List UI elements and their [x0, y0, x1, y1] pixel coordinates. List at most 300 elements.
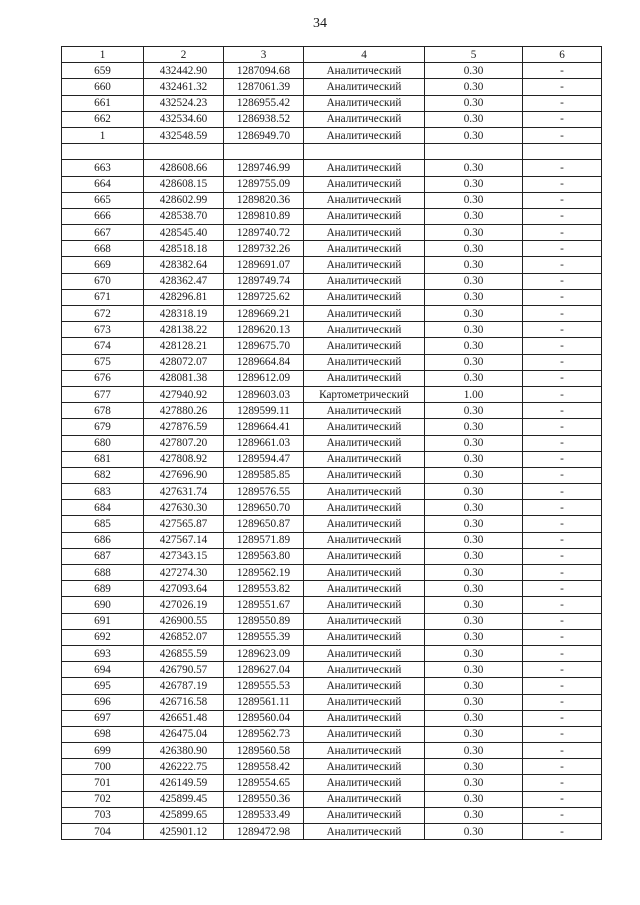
table-row — [62, 225, 602, 241]
table-cell: 428608.66 — [144, 160, 224, 176]
table-cell: 0.30 — [425, 824, 523, 840]
table-cell: - — [523, 532, 602, 548]
table-cell: 427940.92 — [144, 386, 224, 402]
table-cell: Картометрический — [304, 386, 425, 402]
table-cell: 0.30 — [425, 419, 523, 435]
table-row — [62, 645, 602, 661]
table-cell: Аналитический — [304, 516, 425, 532]
table-cell: - — [523, 289, 602, 305]
table-cell: 427631.74 — [144, 484, 224, 500]
table-cell: 426149.59 — [144, 775, 224, 791]
table-header — [62, 47, 602, 63]
table-row — [62, 743, 602, 759]
table-cell: - — [523, 516, 602, 532]
table-cell: 432442.90 — [144, 63, 224, 79]
table-body — [62, 63, 602, 840]
table-row — [62, 419, 602, 435]
table-cell: 426787.19 — [144, 678, 224, 694]
table-row — [62, 403, 602, 419]
table-cell: 0.30 — [425, 95, 523, 111]
table-cell: 1289563.80 — [224, 548, 304, 564]
table-cell: 1286938.52 — [224, 111, 304, 127]
table-cell: 668 — [62, 241, 144, 257]
table-cell: 659 — [62, 63, 144, 79]
table-row — [62, 354, 602, 370]
table-cell: 690 — [62, 597, 144, 613]
table-cell — [304, 144, 425, 160]
table-row — [62, 451, 602, 467]
table-cell: Аналитический — [304, 160, 425, 176]
table-cell: 1289571.89 — [224, 532, 304, 548]
table-cell: - — [523, 500, 602, 516]
table-cell: 698 — [62, 726, 144, 742]
table-row — [62, 273, 602, 289]
table-cell: 427808.92 — [144, 451, 224, 467]
table-cell: Аналитический — [304, 176, 425, 192]
table-cell: 0.30 — [425, 791, 523, 807]
table-cell: 672 — [62, 306, 144, 322]
table-cell: 0.30 — [425, 403, 523, 419]
table-cell: 678 — [62, 403, 144, 419]
table-row — [62, 613, 602, 629]
table-cell: 0.30 — [425, 63, 523, 79]
table-cell: 1289603.03 — [224, 386, 304, 402]
table-cell: 426380.90 — [144, 743, 224, 759]
table-cell: 0.30 — [425, 338, 523, 354]
table-cell: 0.30 — [425, 79, 523, 95]
table-row — [62, 63, 602, 79]
table-cell: 1287094.68 — [224, 63, 304, 79]
table-cell: 1289550.36 — [224, 791, 304, 807]
table-cell: 664 — [62, 176, 144, 192]
table-cell: 701 — [62, 775, 144, 791]
table-cell: 1286955.42 — [224, 95, 304, 111]
table-cell: Аналитический — [304, 289, 425, 305]
table-cell: 0.30 — [425, 306, 523, 322]
table-row — [62, 160, 602, 176]
table-cell: 428602.99 — [144, 192, 224, 208]
table-cell: 1289740.72 — [224, 225, 304, 241]
table-cell: 667 — [62, 225, 144, 241]
table-cell: - — [523, 127, 602, 143]
table-row — [62, 322, 602, 338]
table-cell: 0.30 — [425, 111, 523, 127]
table-cell: 427630.30 — [144, 500, 224, 516]
table-cell: 660 — [62, 79, 144, 95]
table-cell: 428128.21 — [144, 338, 224, 354]
table-row — [62, 516, 602, 532]
table-cell: 681 — [62, 451, 144, 467]
table-cell: 0.30 — [425, 354, 523, 370]
table-row — [62, 435, 602, 451]
table-cell: 692 — [62, 629, 144, 645]
table-cell: Аналитический — [304, 95, 425, 111]
table-cell: 428608.15 — [144, 176, 224, 192]
table-cell: 686 — [62, 532, 144, 548]
table-row — [62, 484, 602, 500]
table-cell: 0.30 — [425, 807, 523, 823]
table-cell: - — [523, 694, 602, 710]
table-cell: 0.30 — [425, 775, 523, 791]
table-cell: Аналитический — [304, 111, 425, 127]
table-cell: 427876.59 — [144, 419, 224, 435]
table-cell: 428072.07 — [144, 354, 224, 370]
table-cell: 428518.18 — [144, 241, 224, 257]
column-header: 5 — [425, 47, 523, 63]
table-row — [62, 127, 602, 143]
table-cell: 676 — [62, 370, 144, 386]
table-cell: 427093.64 — [144, 581, 224, 597]
table-cell: Аналитический — [304, 581, 425, 597]
table-cell: 1 — [62, 127, 144, 143]
table-cell: 1289560.58 — [224, 743, 304, 759]
table-cell: - — [523, 95, 602, 111]
table-cell: 662 — [62, 111, 144, 127]
table-cell: 661 — [62, 95, 144, 111]
table-cell: 1289555.53 — [224, 678, 304, 694]
table-cell: 665 — [62, 192, 144, 208]
table-cell — [144, 144, 224, 160]
table-cell: 0.30 — [425, 694, 523, 710]
table-cell: 427880.26 — [144, 403, 224, 419]
table-cell: 703 — [62, 807, 144, 823]
table-cell: 1289553.82 — [224, 581, 304, 597]
table-cell: 1289669.21 — [224, 306, 304, 322]
table-cell: 0.30 — [425, 467, 523, 483]
table-cell: 428538.70 — [144, 208, 224, 224]
table-cell: - — [523, 775, 602, 791]
table-cell: 680 — [62, 435, 144, 451]
table-cell: 669 — [62, 257, 144, 273]
table-cell: Аналитический — [304, 807, 425, 823]
table-cell: 666 — [62, 208, 144, 224]
table-cell: 688 — [62, 565, 144, 581]
table-cell: 1289732.26 — [224, 241, 304, 257]
table-row — [62, 241, 602, 257]
table-row — [62, 111, 602, 127]
table-cell: Аналитический — [304, 824, 425, 840]
table-cell: 0.30 — [425, 743, 523, 759]
table-cell: 426222.75 — [144, 759, 224, 775]
table-row — [62, 176, 602, 192]
table-cell: 1289558.42 — [224, 759, 304, 775]
table-cell: 0.30 — [425, 192, 523, 208]
table-cell: - — [523, 645, 602, 661]
table-cell: 425899.45 — [144, 791, 224, 807]
table-cell: - — [523, 678, 602, 694]
table-cell: 700 — [62, 759, 144, 775]
table-cell: 0.30 — [425, 225, 523, 241]
table-cell: - — [523, 257, 602, 273]
table-row — [62, 306, 602, 322]
table-cell: 1289562.73 — [224, 726, 304, 742]
table-cell: Аналитический — [304, 306, 425, 322]
table-cell — [523, 144, 602, 160]
table-cell: 1289585.85 — [224, 467, 304, 483]
table-cell: - — [523, 306, 602, 322]
table-cell: 691 — [62, 613, 144, 629]
table-cell: 428545.40 — [144, 225, 224, 241]
table-cell: 0.30 — [425, 500, 523, 516]
table-cell: Аналитический — [304, 710, 425, 726]
table-cell: - — [523, 484, 602, 500]
table-cell: 0.30 — [425, 759, 523, 775]
table-row — [62, 710, 602, 726]
table-cell: 0.30 — [425, 581, 523, 597]
table-cell: 426900.55 — [144, 613, 224, 629]
table-cell: 1289555.39 — [224, 629, 304, 645]
table-cell: - — [523, 403, 602, 419]
table-cell: Аналитический — [304, 225, 425, 241]
table-cell: 427343.15 — [144, 548, 224, 564]
table-cell: 1289820.36 — [224, 192, 304, 208]
table-cell: 0.30 — [425, 241, 523, 257]
table-cell: 682 — [62, 467, 144, 483]
table-cell: 694 — [62, 662, 144, 678]
table-cell: 1289594.47 — [224, 451, 304, 467]
table-cell: Аналитический — [304, 597, 425, 613]
table-cell: 679 — [62, 419, 144, 435]
table-row — [62, 95, 602, 111]
table-cell: Аналитический — [304, 63, 425, 79]
table-cell: Аналитический — [304, 370, 425, 386]
table-row — [62, 759, 602, 775]
table-cell: 1289749.74 — [224, 273, 304, 289]
table-cell: 1289810.89 — [224, 208, 304, 224]
table-row — [62, 257, 602, 273]
table-cell: - — [523, 370, 602, 386]
table-row — [62, 338, 602, 354]
table-cell: 432461.32 — [144, 79, 224, 95]
table-cell: 0.30 — [425, 289, 523, 305]
table-cell: 428296.81 — [144, 289, 224, 305]
table-cell: 428382.64 — [144, 257, 224, 273]
table-cell: 428362.47 — [144, 273, 224, 289]
table-cell: - — [523, 629, 602, 645]
table-cell: Аналитический — [304, 257, 425, 273]
table-cell: 0.30 — [425, 548, 523, 564]
table-cell: 1289472.98 — [224, 824, 304, 840]
table-cell: 426855.59 — [144, 645, 224, 661]
table-cell: Аналитический — [304, 127, 425, 143]
table-cell: 1289560.04 — [224, 710, 304, 726]
table-cell: 1289650.87 — [224, 516, 304, 532]
table-cell: 427026.19 — [144, 597, 224, 613]
table-cell: 1289612.09 — [224, 370, 304, 386]
table-cell: - — [523, 565, 602, 581]
table-row — [62, 694, 602, 710]
table-cell: Аналитический — [304, 726, 425, 742]
table-cell: Аналитический — [304, 548, 425, 564]
table-cell: 677 — [62, 386, 144, 402]
table-row — [62, 289, 602, 305]
table-cell: 427274.30 — [144, 565, 224, 581]
column-header: 4 — [304, 47, 425, 63]
table-cell: 0.30 — [425, 322, 523, 338]
table-cell: 1289550.89 — [224, 613, 304, 629]
table-cell: - — [523, 273, 602, 289]
table-row — [62, 807, 602, 823]
table-cell: 693 — [62, 645, 144, 661]
table-cell: 427567.14 — [144, 532, 224, 548]
table-cell: 1289661.03 — [224, 435, 304, 451]
table-cell: Аналитический — [304, 484, 425, 500]
column-header: 2 — [144, 47, 224, 63]
table-cell: - — [523, 581, 602, 597]
table-cell: 0.30 — [425, 678, 523, 694]
table-cell: 687 — [62, 548, 144, 564]
table-cell: 0.30 — [425, 662, 523, 678]
table-cell: 0.30 — [425, 176, 523, 192]
table-row — [62, 662, 602, 678]
table-cell: 1289664.84 — [224, 354, 304, 370]
table-cell: 699 — [62, 743, 144, 759]
table-row — [62, 192, 602, 208]
table-cell: 1289551.67 — [224, 597, 304, 613]
table-cell: 0.30 — [425, 127, 523, 143]
table-row — [62, 79, 602, 95]
table-cell: 684 — [62, 500, 144, 516]
table-row — [62, 500, 602, 516]
table-cell — [425, 144, 523, 160]
table-cell: 702 — [62, 791, 144, 807]
table-cell: - — [523, 160, 602, 176]
table-row — [62, 144, 602, 160]
table-row — [62, 726, 602, 742]
table-cell: 689 — [62, 581, 144, 597]
table-row — [62, 386, 602, 402]
table-cell: 0.30 — [425, 208, 523, 224]
table-cell: 670 — [62, 273, 144, 289]
table-cell: Аналитический — [304, 192, 425, 208]
table-cell: - — [523, 824, 602, 840]
coordinates-table — [61, 46, 602, 840]
table-cell: 1289623.09 — [224, 645, 304, 661]
table-cell: - — [523, 176, 602, 192]
table-row — [62, 597, 602, 613]
table-cell: Аналитический — [304, 79, 425, 95]
table-cell: 0.30 — [425, 451, 523, 467]
table-cell: 673 — [62, 322, 144, 338]
table-row — [62, 467, 602, 483]
table-cell: Аналитический — [304, 322, 425, 338]
table-cell: 0.30 — [425, 613, 523, 629]
table-cell: - — [523, 662, 602, 678]
table-cell: 1289561.11 — [224, 694, 304, 710]
table-cell: - — [523, 548, 602, 564]
table-row — [62, 532, 602, 548]
table-cell: Аналитический — [304, 759, 425, 775]
table-cell: 683 — [62, 484, 144, 500]
table-cell: - — [523, 338, 602, 354]
table-cell: - — [523, 726, 602, 742]
table-cell: 0.30 — [425, 370, 523, 386]
table-cell: - — [523, 435, 602, 451]
table-cell: Аналитический — [304, 613, 425, 629]
table-cell: - — [523, 710, 602, 726]
table-cell: 425899.65 — [144, 807, 224, 823]
table-cell: Аналитический — [304, 532, 425, 548]
table-cell: 704 — [62, 824, 144, 840]
table-cell: - — [523, 743, 602, 759]
table-row — [62, 824, 602, 840]
table-cell: 663 — [62, 160, 144, 176]
table-cell: 1286949.70 — [224, 127, 304, 143]
table-cell: 1289691.07 — [224, 257, 304, 273]
table-cell: 1289664.41 — [224, 419, 304, 435]
column-header: 6 — [523, 47, 602, 63]
table-cell: 696 — [62, 694, 144, 710]
table-cell: - — [523, 597, 602, 613]
table-cell: Аналитический — [304, 629, 425, 645]
table-cell: Аналитический — [304, 694, 425, 710]
table-cell: 0.30 — [425, 726, 523, 742]
table-cell: Аналитический — [304, 791, 425, 807]
table-cell: 0.30 — [425, 629, 523, 645]
table-cell: 428081.38 — [144, 370, 224, 386]
table-cell: - — [523, 791, 602, 807]
table-row — [62, 565, 602, 581]
table-cell: - — [523, 613, 602, 629]
table-row — [62, 370, 602, 386]
table-cell: - — [523, 807, 602, 823]
table-cell: Аналитический — [304, 208, 425, 224]
table-cell: 685 — [62, 516, 144, 532]
table-cell — [224, 144, 304, 160]
table-cell: 425901.12 — [144, 824, 224, 840]
table-cell: 1289562.19 — [224, 565, 304, 581]
table-cell: 426475.04 — [144, 726, 224, 742]
table-cell: 428138.22 — [144, 322, 224, 338]
table-cell: Аналитический — [304, 241, 425, 257]
table-cell: 0.30 — [425, 435, 523, 451]
table-cell: 0.30 — [425, 516, 523, 532]
table-cell: - — [523, 225, 602, 241]
table-cell: 427696.90 — [144, 467, 224, 483]
table-cell: Аналитический — [304, 662, 425, 678]
table-cell: 1289675.70 — [224, 338, 304, 354]
table-cell: 675 — [62, 354, 144, 370]
table-cell: - — [523, 241, 602, 257]
table-cell: 0.30 — [425, 160, 523, 176]
table-cell: 426651.48 — [144, 710, 224, 726]
table-cell: 697 — [62, 710, 144, 726]
table-cell: 671 — [62, 289, 144, 305]
table-cell: 0.30 — [425, 565, 523, 581]
table-row — [62, 208, 602, 224]
table-cell: - — [523, 386, 602, 402]
table-cell: Аналитический — [304, 467, 425, 483]
table-cell: - — [523, 63, 602, 79]
column-header: 1 — [62, 47, 144, 63]
table-cell: 1289576.55 — [224, 484, 304, 500]
table-cell: 432534.60 — [144, 111, 224, 127]
table-cell: 695 — [62, 678, 144, 694]
header-row — [62, 47, 602, 63]
table-cell: Аналитический — [304, 645, 425, 661]
table-cell: Аналитический — [304, 273, 425, 289]
table-cell: - — [523, 111, 602, 127]
table-cell: Аналитический — [304, 435, 425, 451]
table-cell: Аналитический — [304, 419, 425, 435]
table-row — [62, 678, 602, 694]
table-row — [62, 775, 602, 791]
table-cell: 0.30 — [425, 484, 523, 500]
table-row — [62, 581, 602, 597]
table-cell: 1289746.99 — [224, 160, 304, 176]
table-cell: Аналитический — [304, 678, 425, 694]
table-cell: 1289554.65 — [224, 775, 304, 791]
